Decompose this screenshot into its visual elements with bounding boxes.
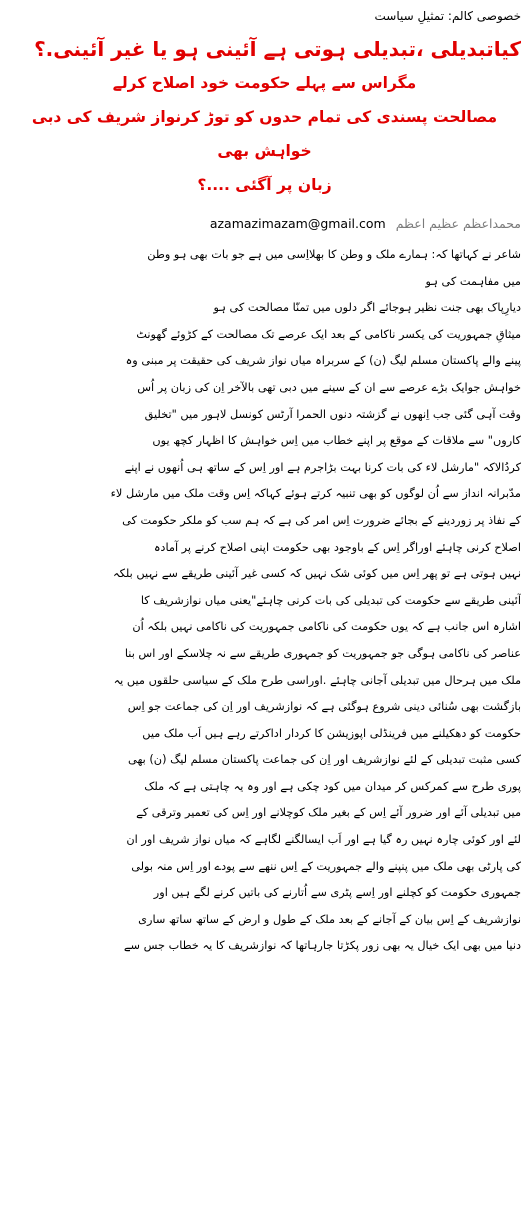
body-line: دیارِپاک بھی جنت نظیر ہوجائے اگر دلوں میں تمنّا مصالحت کی ہو — [213, 301, 521, 315]
body-line: وقت آہی گئی جب اِنھوں نے گزشتہ دنوں الحمرا آرٹس کونسل لاہور میں "تخلیق — [144, 407, 521, 421]
body-line: عناصر کی ناکامی ہوگی جو جمہوریت کو جمہوری طریقے سے نہ چلاسکے اور اس بنا — [124, 646, 521, 660]
body-line: کاروں" سے ملاقات کے موقع پر اپنے خطاب میں اِس خواہش کا اظہار کچھ یوں — [152, 434, 521, 448]
author-email[interactable]: azamazimazam@gmail.com — [209, 216, 386, 231]
body-line: لئے اور کوئی چارہ نہیں رہ گیا ہے اور اَب ایسالگنے لگاہے کہ میاں نواز شریف اور ان — [126, 833, 521, 847]
body-line: میں تبدیلی آئے اور ضرور آئے اِس کے بغیر ملک کوچلانے اور اِس کی تعمیر وترقی کے — [136, 806, 521, 820]
body-line: کردُالاکہ "مارشل لاء کی بات کرنا بہت بڑاجرم ہے اور اِس کے ساتھ ہی اُنھوں نے اپنے — [124, 460, 521, 474]
article-subhead-1: مگراس سے پہلے حکومت خود اصلاح کرلے — [112, 74, 417, 92]
body-line: بازگشت بھی سُنائی دینی شروع ہوگئی ہے کہ نوازشریف اور اِن کی جماعت جو اِس — [127, 700, 521, 714]
article-subhead-2: مصالحت پسندی کی تمام حدوں کو توڑ کرنواز شریف کی دبی خواہش بھی — [31, 108, 498, 160]
article-body — [8, 242, 521, 960]
body-line: کے نفاذ پر زوردینے کے بجائے ضرورت اِس امر کی ہے کہ ہم سب کو ملکر حکومت کی — [122, 513, 521, 527]
body-line: میں مفاہمت کی ہو — [425, 274, 521, 288]
body-line: جمہوری حکومت کو کچلنے اور اِسے پٹری سے اُتارنے کی باتیں کرنے لگے ہیں اور — [153, 886, 521, 900]
body-line: دنیا میں بھی ایک خیال یہ بھی زور پکڑتا جارہاتھا کہ نوازشریف کا یہ خطاب جس سے — [123, 939, 521, 953]
body-line: آئینی طریقے سے حکومت کی تبدیلی کی بات کرنی چاہئے"یعنی میاں نوازشریف کا — [140, 593, 521, 607]
article-headline: کیاتبدیلی ،تبدیلی ہوتی ہے آئینی ہو یا غیر آئینی.؟ — [34, 37, 521, 61]
body-line: اشارہ اس جانب ہے کہ یوں حکومت کی ناکامی جمہوریت کی ناکامی نہیں بلکہ اُن — [132, 620, 521, 634]
body-line: حکومت کو دھکیلنے میں فرینڈلی اپوزیشن کا کردار اداکرتے رہے ہیں اَب ملک میں — [142, 726, 521, 740]
article-subhead-3: زبان پر آگئی ....؟ — [197, 176, 332, 194]
body-line: میثاقِ جمہوریت کی یکسر ناکامی کے بعد ایک عرصے تک مصالحت کے کڑوئے گھونٹ — [136, 327, 521, 341]
body-line: پوری طرح سے کمرکس کر میدان میں کود چکی ہے اور وہ یہ چاہتی ہے کہ ملک — [144, 779, 521, 793]
body-line: ملک میں ہرحال میں تبدیلی آجانی چاہئے .اوراسی طرح ملک کے سیاسی حلقوں میں یہ — [113, 673, 521, 687]
body-line: شاعر نے کہاتھا کہ: ہمارے ملک و وطن کا بھلااِسی میں ہے جو بات بھی ہو وطن — [147, 248, 521, 261]
body-line: نہیں ہوتی ہے تو پھر اِس میں کوئی شک نہیں کہ کسی غیر آئینی طریقے سے نہیں بلکہ — [113, 567, 521, 581]
body-line: اصلاح کرنی چاہئے اوراگر اِس کے باوجود بھی حکومت اپنی اصلاح کرنے پر آمادہ — [153, 540, 521, 554]
body-line: خواہش جوایک بڑے عرصے سے ان کے سینے میں دبی تھی بالآخر اِن کی زبان پر اُس — [137, 380, 521, 394]
body-line: کی پارٹی بھی ملک میں پنپنے والے جمہوریت کے اِس ننھے سے پودے اور اِس منہ بولی — [131, 859, 521, 873]
body-line: نوازشریف کے اِس بیان کے آجانے کے بعد ملک کے طول و ارض کے ساتھ ساتھ ساری — [138, 912, 521, 926]
author-name: محمداعظم عظیم اعظم — [395, 216, 521, 231]
body-line: پینے والے پاکستان مسلم لیگ (ن) کے سربراہ میاں نواز شریف کی حقیقت پر مبنی وہ — [125, 354, 521, 368]
body-line: کسی مثبت تبدیلی کے لئے نوازشریف اور اِن کی جماعت پاکستان مسلم لیگ (ن) بھی — [128, 753, 521, 767]
author-byline — [8, 212, 521, 236]
body-line: مدّبرانہ انداز سے اُن لوگوں کو بھی تنبیہ کرتے ہوئے کہاکہ اِس وقت ملک میں مارشل لاء — [110, 487, 521, 501]
column-kicker: خصوصی کالم: تمثیلِ سیاست — [374, 9, 521, 23]
